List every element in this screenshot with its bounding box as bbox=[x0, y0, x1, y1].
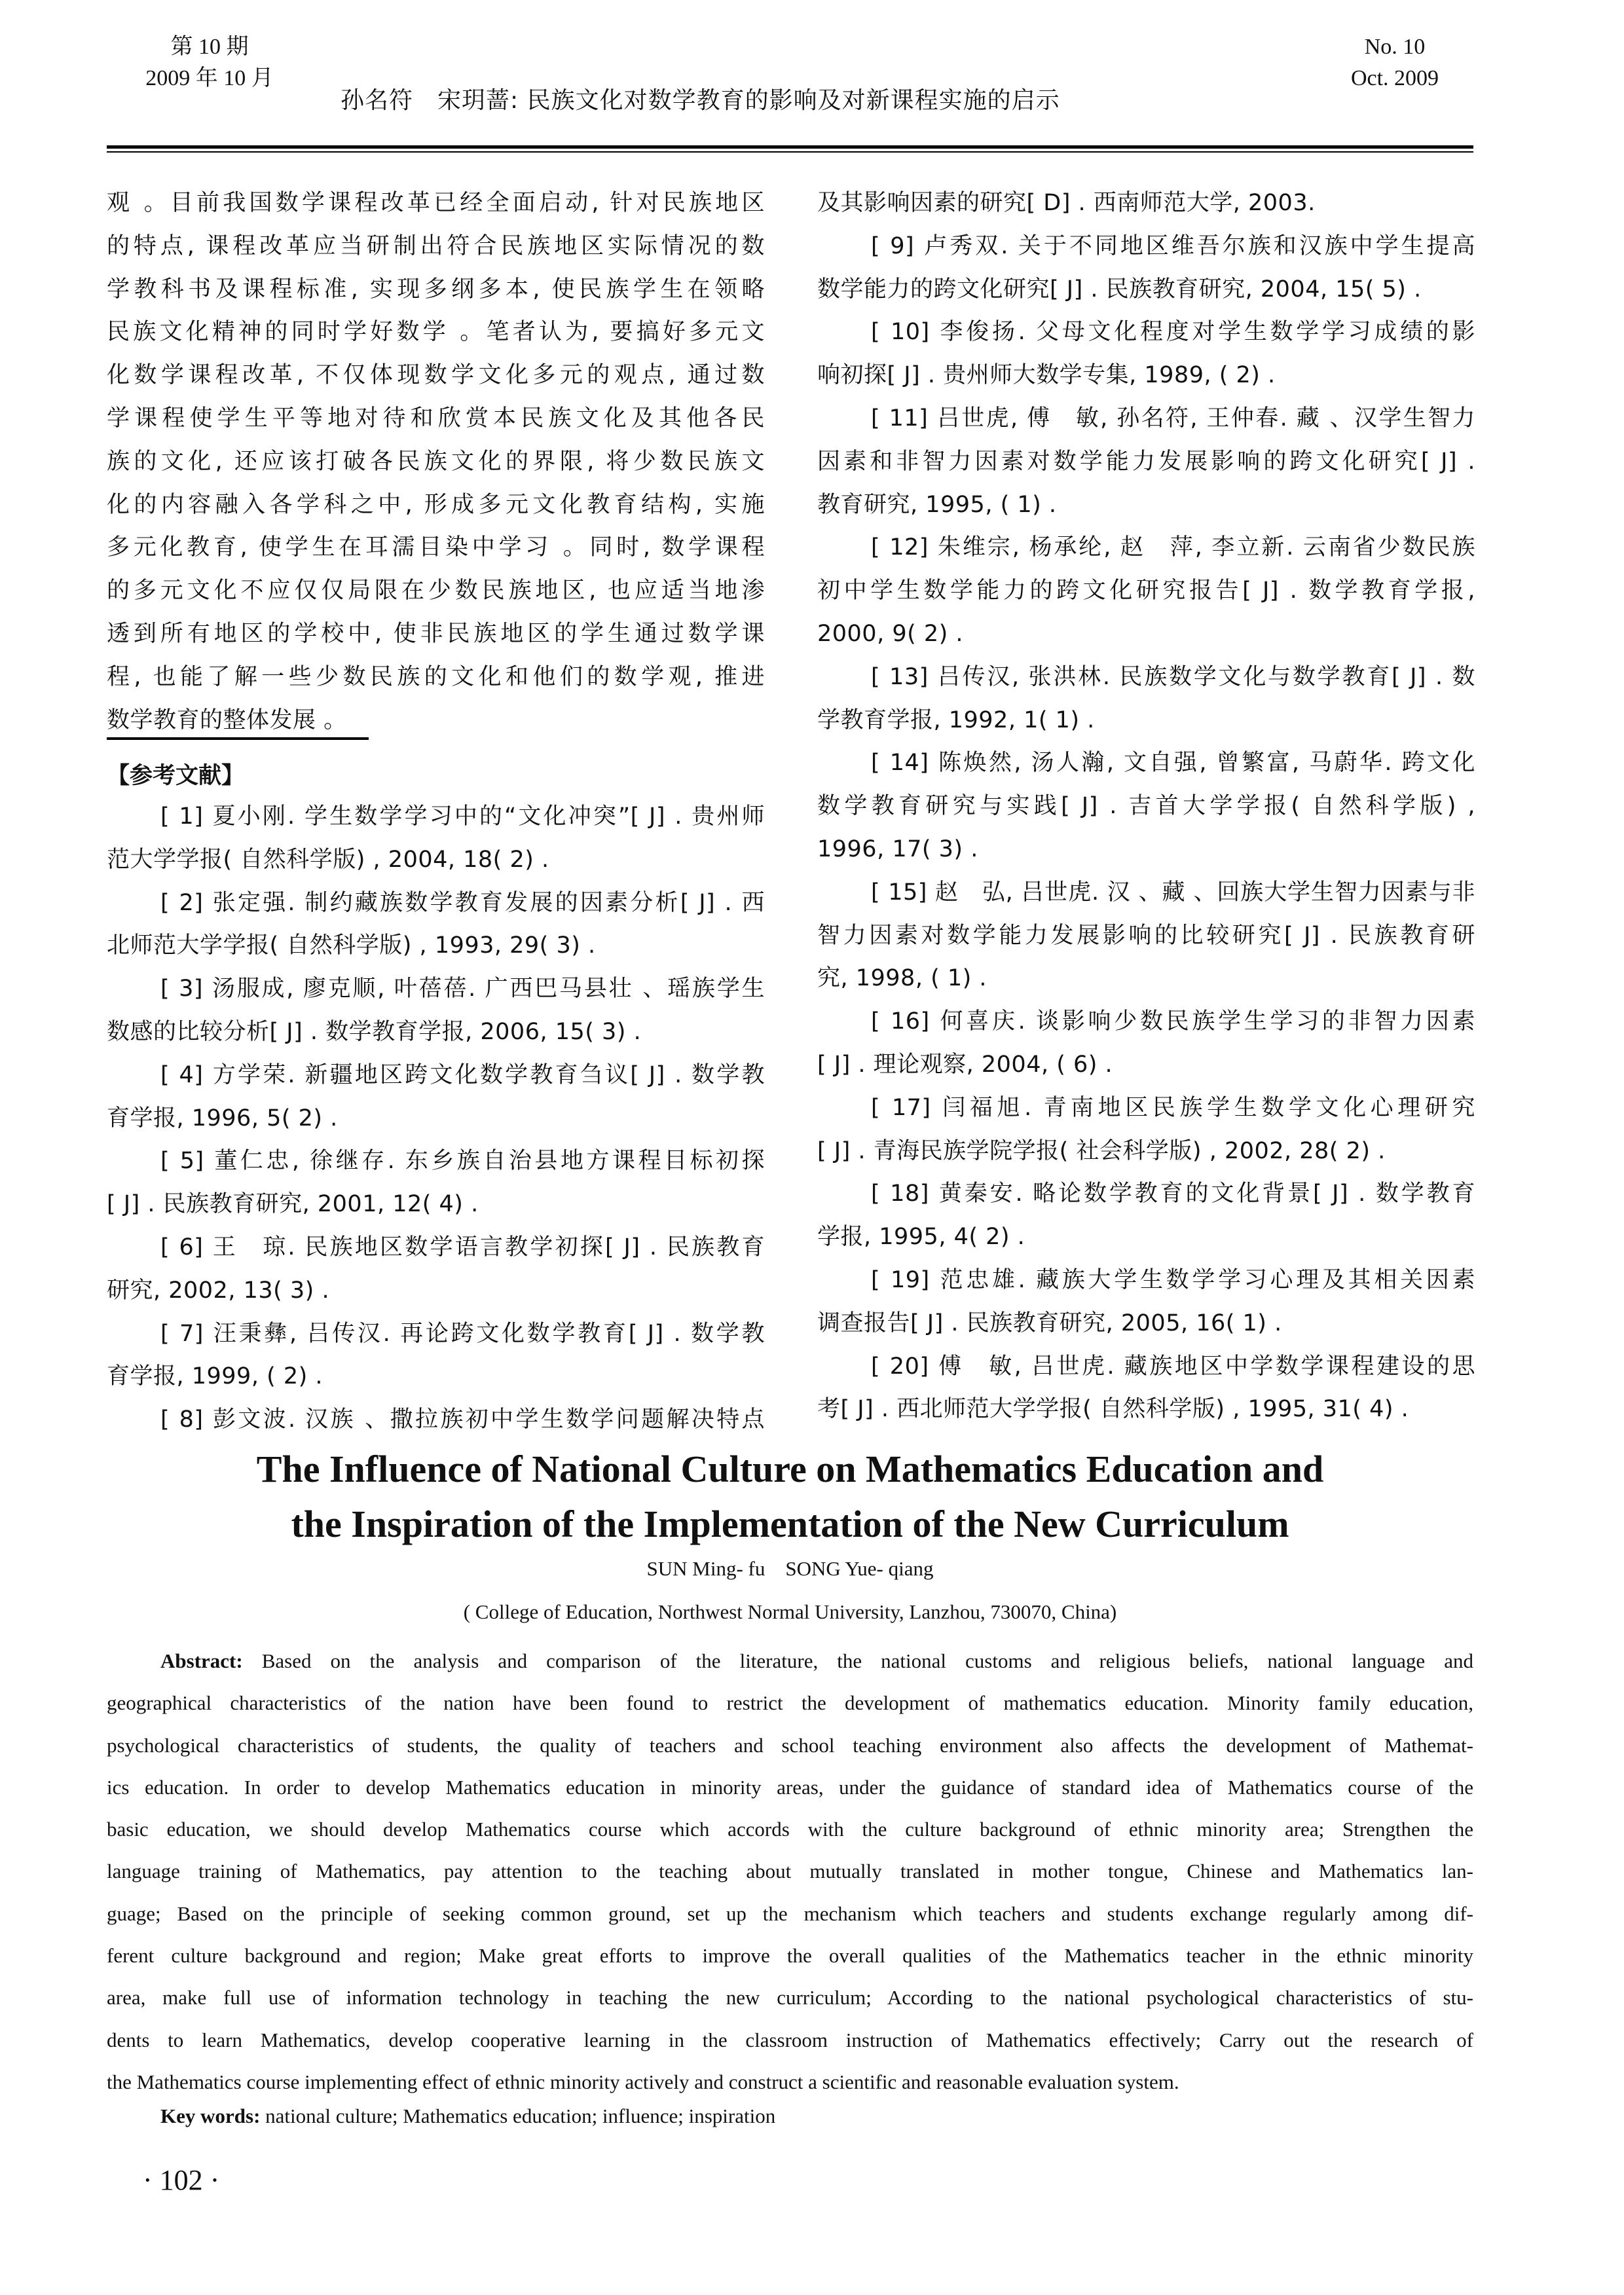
reference-line: [ 3] 汤服成, 廖克顺, 叶蓓蓓. 广西巴马县壮 、瑶族学生 bbox=[160, 976, 765, 1002]
body-line: 观 。目前我国数学课程改革已经全面启动, 针对民族地区 bbox=[107, 190, 765, 216]
reference-line: 调查报告[ J] . 民族教育研究, 2005, 16( 1) . bbox=[817, 1310, 1282, 1336]
body-line: 学教科书及课程标准, 实现多纲多本, 使民族学生在领略 bbox=[107, 276, 765, 303]
body-line: 化的内容融入各学科之中, 形成多元文化教育结构, 实施 bbox=[107, 491, 765, 518]
section-separator bbox=[107, 737, 369, 740]
reference-line: 北师范大学学报( 自然科学版) , 1993, 29( 3) . bbox=[107, 932, 596, 959]
body-line: 族的文化, 还应该打破各民族文化的界限, 将少数民族文 bbox=[107, 448, 765, 475]
abstract-line: ics education. In order to develop Mathematics education in minority areas, under the guidance of standard idea of Mathematics course of the bbox=[107, 1775, 1473, 1799]
reference-line: 初中学生数学能力的跨文化研究报告[ J] . 数学教育学报, bbox=[817, 578, 1475, 604]
abstract-line: language training of Mathematics, pay attention to the teaching about mutually translated in mother tongue, Chinese and Mathematics lan- bbox=[107, 1860, 1473, 1883]
keywords bbox=[160, 2102, 775, 2131]
issue-date-cn: 2009 年 10 月 bbox=[145, 66, 274, 90]
reference-line: [ 10] 李俊扬. 父母文化程度对学生数学学习成绩的影 bbox=[871, 319, 1475, 346]
reference-line: 研究, 2002, 13( 3) . bbox=[107, 1277, 330, 1304]
reference-line: [ 19] 范忠雄. 藏族大学生数学学习心理及其相关因素 bbox=[871, 1266, 1475, 1293]
issue-info-en bbox=[1316, 31, 1473, 94]
abstract-line: ferent culture background and region; Make great efforts to improve the overall qualities of the Mathematics teacher in the ethnic minority bbox=[107, 1944, 1473, 1968]
abstract-line: area, make full use of information technology in teaching the new curriculum; According to the national psychological characteristics of stu- bbox=[107, 1986, 1473, 2010]
abstract-line bbox=[107, 1640, 1473, 1682]
body-line: 数学教育的整体发展 。 bbox=[107, 707, 347, 733]
reference-line: 究, 1998, ( 1) . bbox=[817, 965, 987, 992]
reference-line: [ 5] 董仁忠, 徐继存. 东乡族自治县地方课程目标初探 bbox=[160, 1148, 765, 1175]
issue-info-cn bbox=[131, 31, 288, 94]
abstract-line: psychological characteristics of students, the quality of teachers and school teaching environment also affects the development of Mathemat- bbox=[107, 1733, 1473, 1757]
reference-line: [ 4] 方学荣. 新疆地区跨文化数学教育刍议[ J] . 数学教 bbox=[160, 1061, 765, 1088]
reference-line: 数感的比较分析[ J] . 数学教育学报, 2006, 15( 3) . bbox=[107, 1018, 642, 1045]
abstract-line: the Mathematics course implementing effect of ethnic minority actively and construct a scientific and reasonable evaluation system. bbox=[107, 2070, 1179, 2093]
reference-line: [ 14] 陈焕然, 汤人瀚, 文自强, 曾繁富, 马蔚华. 跨文化 bbox=[871, 750, 1475, 777]
reference-line: [ J] . 民族教育研究, 2001, 12( 4) . bbox=[107, 1191, 479, 1218]
body-line: 学课程使学生平等地对待和欣赏本民族文化及其他各民 bbox=[107, 405, 765, 431]
reference-line: [ J] . 青海民族学院学报( 社会科学版) , 2002, 28( 2) . bbox=[817, 1137, 1386, 1164]
reference-line: 教育研究, 1995, ( 1) . bbox=[817, 491, 1057, 518]
reference-line: [ 2] 张定强. 制约藏族数学教育发展的因素分析[ J] . 西 bbox=[160, 889, 765, 916]
reference-line: [ 11] 吕世虎, 傅 敏, 孙名符, 王仲春. 藏 、汉学生智力 bbox=[871, 405, 1475, 431]
reference-line: 1996, 17( 3) . bbox=[817, 835, 978, 862]
body-line: 透到所有地区的学校中, 使非民族地区的学生通过数学课 bbox=[107, 620, 765, 647]
body-line: 的特点, 课程改革应当研制出符合民族地区实际情况的数 bbox=[107, 232, 765, 259]
body-line: 民族文化精神的同时学好数学 。笔者认为, 要搞好多元文 bbox=[107, 319, 765, 346]
english-title-line-2: the Inspiration of the Implementation of the New Curriculum bbox=[291, 1503, 1289, 1545]
references-heading: 【参考文献】 bbox=[107, 763, 245, 789]
abstract-line: dents to learn Mathematics, develop cooperative learning in the classroom instruction of Mathematics effectively; Carry out the research of bbox=[107, 2028, 1473, 2051]
header-rule-thick bbox=[107, 145, 1473, 149]
body-text-left bbox=[107, 182, 765, 742]
running-title: 孙名符 宋玥蔷: 民族文化对数学教育的影响及对新课程实施的启示 bbox=[341, 87, 1060, 114]
reference-line: 育学报, 1999, ( 2) . bbox=[107, 1363, 323, 1390]
body-line: 化数学课程改革, 不仅体现数学文化多元的观点, 通过数 bbox=[107, 362, 765, 389]
issue-number-en: No. 10 bbox=[1364, 35, 1426, 59]
body-line: 的多元文化不应仅仅局限在少数民族地区, 也应适当地渗 bbox=[107, 578, 765, 604]
keywords-text: national culture; Mathematics education; influence; inspiration bbox=[260, 2104, 776, 2127]
reference-line: 育学报, 1996, 5( 2) . bbox=[107, 1105, 338, 1131]
issue-date-en: Oct. 2009 bbox=[1350, 66, 1439, 90]
body-line: 多元化教育, 使学生在耳濡目染中学习 。同时, 数学课程 bbox=[107, 534, 765, 561]
reference-line: 考[ J] . 西北师范大学学报( 自然科学版) , 1995, 31( 4) . bbox=[817, 1396, 1409, 1423]
header-rule-thin bbox=[107, 151, 1473, 153]
reference-line: [ 9] 卢秀双. 关于不同地区维吾尔族和汉族中学生提高 bbox=[871, 232, 1475, 259]
english-authors: SUN Ming- fu SONG Yue- qiang bbox=[646, 1557, 934, 1580]
reference-line: [ 16] 何喜庆. 谈影响少数民族学生学习的非智力因素 bbox=[871, 1008, 1475, 1035]
reference-line: [ 17] 闫福旭. 青南地区民族学生数学文化心理研究 bbox=[871, 1094, 1475, 1121]
abstract-line: guage; Based on the principle of seeking common ground, set up the mechanism which teachers and students exchange regularly among dif- bbox=[107, 1901, 1473, 1925]
reference-line: 学教育学报, 1992, 1( 1) . bbox=[817, 707, 1095, 733]
body-line: 程, 也能了解一些少数民族的文化和他们的数学观, 推进 bbox=[107, 663, 765, 690]
keywords-label: Key words: bbox=[160, 2104, 261, 2127]
abstract-label: Abstract: bbox=[160, 1649, 243, 1672]
reference-line: [ 13] 吕传汉, 张洪林. 民族数学文化与数学教育[ J] . 数 bbox=[871, 663, 1475, 690]
reference-line: [ 8] 彭文波. 汉族 、撒拉族初中学生数学问题解决特点 bbox=[160, 1406, 765, 1433]
reference-line: [ 18] 黄秦安. 略论数学教育的文化背景[ J] . 数学教育 bbox=[871, 1181, 1475, 1207]
reference-line: 范大学学报( 自然科学版) , 2004, 18( 2) . bbox=[107, 846, 549, 873]
reference-line: [ 20] 傅 敏, 吕世虎. 藏族地区中学数学课程建设的思 bbox=[871, 1353, 1475, 1380]
reference-line: 智力因素对数学能力发展影响的比较研究[ J] . 民族教育研 bbox=[817, 922, 1475, 949]
reference-line: 学报, 1995, 4( 2) . bbox=[817, 1224, 1025, 1251]
abstract-text: Based on the analysis and comparison of the literature, the national customs and religious beliefs, national language and bbox=[242, 1649, 1473, 1672]
reference-line: [ 15] 赵 弘, 吕世虎. 汉 、藏 、回族大学生智力因素与非 bbox=[871, 879, 1475, 906]
reference-line: [ J] . 理论观察, 2004, ( 6) . bbox=[817, 1051, 1113, 1078]
reference-line: [ 7] 汪秉彝, 吕传汉. 再论跨文化数学教育[ J] . 数学教 bbox=[160, 1320, 765, 1347]
reference-line: 响初探[ J] . 贵州师大数学专集, 1989, ( 2) . bbox=[817, 362, 1276, 389]
english-title-line-1: The Influence of National Culture on Mathematics Education and bbox=[256, 1448, 1324, 1490]
english-affiliation: ( College of Education, Northwest Normal University, Lanzhou, 730070, China) bbox=[463, 1600, 1117, 1623]
page-number: · 102 · bbox=[143, 2164, 220, 2196]
abstract-line: basic education, we should develop Mathematics course which accords with the culture background of ethnic minority area; Strengthen the bbox=[107, 1818, 1473, 1841]
references-list-left bbox=[107, 796, 765, 1442]
reference-line: 因素和非智力因素对数学能力发展影响的跨文化研究[ J] . bbox=[817, 448, 1475, 475]
references-list-right bbox=[817, 182, 1475, 1431]
abstract-line: geographical characteristics of the nation have been found to restrict the development of mathematics education. Minority family education, bbox=[107, 1691, 1473, 1715]
english-abstract bbox=[107, 1640, 1473, 2103]
reference-line: [ 6] 王 琼. 民族地区数学语言教学初探[ J] . 民族教育 bbox=[160, 1234, 765, 1260]
reference-line: 数学能力的跨文化研究[ J] . 民族教育研究, 2004, 15( 5) . bbox=[817, 276, 1422, 303]
issue-number-cn: 第 10 期 bbox=[170, 35, 249, 59]
reference-line: [ 1] 夏小刚. 学生数学学习中的“文化冲突”[ J] . 贵州师 bbox=[160, 803, 765, 830]
reference-line: 及其影响因素的研究[ D] . 西南师范大学, 2003. bbox=[817, 190, 1316, 216]
reference-line: 2000, 9( 2) . bbox=[817, 620, 964, 647]
reference-line: 数学教育研究与实践[ J] . 吉首大学学报( 自然科学版) , bbox=[817, 793, 1475, 820]
reference-line: [ 12] 朱维宗, 杨承纶, 赵 萍, 李立新. 云南省少数民族 bbox=[871, 534, 1475, 561]
